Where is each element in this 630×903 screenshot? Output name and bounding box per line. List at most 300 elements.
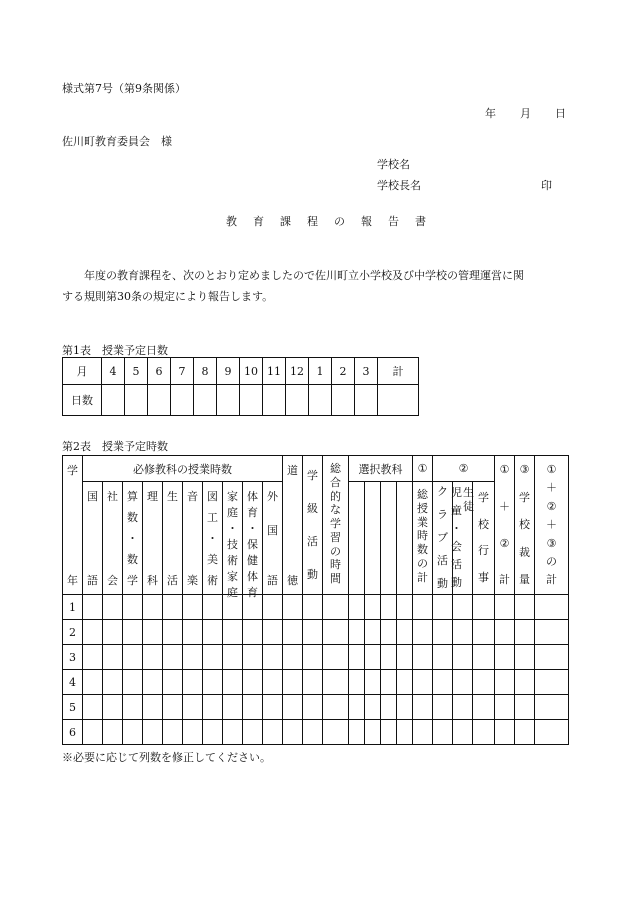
- hours-cell[interactable]: [123, 595, 143, 620]
- hours-cell[interactable]: [381, 695, 397, 720]
- school-events-char: 学: [478, 491, 489, 505]
- subject-mid: ・: [207, 532, 218, 545]
- subject-bottom: 庭: [227, 586, 238, 599]
- hours-cell[interactable]: [515, 645, 535, 670]
- hours-cell[interactable]: [495, 720, 515, 745]
- circle-2-header: ②: [433, 456, 495, 482]
- hours-cell[interactable]: [83, 695, 103, 720]
- grade-row: [63, 670, 569, 695]
- grade-row: [63, 645, 569, 670]
- sum-char: ＋: [499, 499, 510, 513]
- hours-cell[interactable]: [103, 645, 123, 670]
- month-cell: 7: [171, 358, 194, 385]
- hours-cell[interactable]: [433, 620, 453, 645]
- hours-cell[interactable]: [163, 720, 183, 745]
- date-month: 月: [520, 107, 531, 120]
- grade-row: [63, 620, 569, 645]
- subject-mid: 数: [127, 553, 138, 566]
- month-cell: 10: [240, 358, 263, 385]
- hours-cell[interactable]: [413, 695, 433, 720]
- sum-char: 計: [499, 573, 510, 587]
- hours-cell[interactable]: [323, 595, 349, 620]
- hours-cell[interactable]: [183, 645, 203, 670]
- hours-cell[interactable]: [123, 670, 143, 695]
- hours-cell[interactable]: [203, 595, 223, 620]
- hours-cell[interactable]: [323, 695, 349, 720]
- hours-cell[interactable]: [323, 720, 349, 745]
- hours-cell[interactable]: [123, 695, 143, 720]
- grand-total-header: [535, 456, 569, 595]
- elective-cell: [349, 482, 365, 595]
- hours-cell[interactable]: [349, 595, 365, 620]
- hours-cell[interactable]: [453, 620, 473, 645]
- hours-cell[interactable]: [323, 670, 349, 695]
- hours-cell[interactable]: [535, 695, 569, 720]
- student-council-char: 徒: [463, 499, 474, 513]
- student-council-char: 童: [451, 504, 462, 518]
- grade-number: 4: [63, 670, 83, 695]
- days-cell[interactable]: [171, 385, 194, 416]
- title-char: 教: [226, 215, 237, 228]
- subject-bottom: 語: [267, 574, 278, 587]
- subject-top: 外: [267, 490, 278, 503]
- subject-bottom: 育: [247, 586, 258, 599]
- school-events-char: 校: [478, 517, 489, 531]
- hours-cell[interactable]: [83, 670, 103, 695]
- class-activity-char: 学: [307, 468, 318, 482]
- hours-cell[interactable]: [183, 620, 203, 645]
- hours-cell[interactable]: [433, 670, 453, 695]
- table2-caption: 第2表 授業予定時数: [62, 440, 168, 453]
- hours-cell[interactable]: [303, 695, 323, 720]
- hours-cell[interactable]: [495, 695, 515, 720]
- student-council-char: 会: [451, 540, 462, 554]
- hours-cell[interactable]: [535, 645, 569, 670]
- club-char: ク: [437, 485, 448, 498]
- subject-header: [163, 482, 183, 595]
- hours-cell[interactable]: [283, 620, 303, 645]
- hours-cell[interactable]: [413, 645, 433, 670]
- hours-cell[interactable]: [163, 670, 183, 695]
- hours-cell[interactable]: [223, 720, 243, 745]
- hours-cell[interactable]: [183, 670, 203, 695]
- moral-top: 道: [287, 464, 298, 477]
- hours-cell[interactable]: [203, 620, 223, 645]
- title-char: 程: [307, 215, 318, 228]
- subject-header: [203, 482, 223, 595]
- month-cell: 4: [102, 358, 125, 385]
- subject-mid: 国: [267, 524, 278, 537]
- subject-header: [223, 482, 243, 599]
- date-day: 日: [555, 107, 566, 120]
- hours-cell[interactable]: [473, 695, 495, 720]
- hours-cell[interactable]: [243, 620, 263, 645]
- hours-cell[interactable]: [453, 595, 473, 620]
- days-cell[interactable]: [355, 385, 378, 416]
- subject-mid: 術: [227, 554, 238, 567]
- hours-cell[interactable]: [303, 645, 323, 670]
- days-cell[interactable]: [332, 385, 355, 416]
- hours-cell[interactable]: [103, 595, 123, 620]
- hours-cell[interactable]: [243, 645, 263, 670]
- days-cell[interactable]: [309, 385, 332, 416]
- subject-mid: ・: [127, 532, 138, 545]
- subject-header: [83, 482, 103, 595]
- total-label: 計: [378, 358, 419, 385]
- hours-cell[interactable]: [203, 695, 223, 720]
- hours-cell[interactable]: [515, 670, 535, 695]
- grade-number: 2: [63, 620, 83, 645]
- hours-cell[interactable]: [263, 620, 283, 645]
- hours-cell[interactable]: [223, 620, 243, 645]
- hours-cell[interactable]: [123, 620, 143, 645]
- hours-cell[interactable]: [263, 595, 283, 620]
- hours-cell[interactable]: [349, 620, 365, 645]
- form-number: 様式第7号（第9条関係）: [62, 82, 186, 95]
- hours-cell[interactable]: [453, 670, 473, 695]
- elective-subjects-header: 選択教科: [349, 456, 413, 482]
- hours-cell[interactable]: [535, 670, 569, 695]
- days-cell[interactable]: [148, 385, 171, 416]
- subject-top: 社: [107, 490, 118, 503]
- total-hours-char: 総: [417, 488, 428, 501]
- title-char: 報: [361, 215, 372, 228]
- hours-cell[interactable]: [103, 695, 123, 720]
- hours-cell[interactable]: [283, 720, 303, 745]
- hours-cell[interactable]: [243, 695, 263, 720]
- subject-mid: 工: [207, 511, 218, 524]
- student-council-char: 活: [451, 558, 462, 572]
- hours-cell[interactable]: [515, 695, 535, 720]
- footnote: ※必要に応じて列数を修正してください。: [62, 751, 271, 764]
- subject-header: [263, 482, 283, 595]
- hours-cell[interactable]: [495, 595, 515, 620]
- grade-bottom: 年: [67, 574, 78, 587]
- month-cell: 8: [194, 358, 217, 385]
- grade-number: 1: [63, 595, 83, 620]
- hours-cell[interactable]: [143, 595, 163, 620]
- club-char: ブ: [437, 531, 448, 545]
- hours-cell[interactable]: [163, 595, 183, 620]
- moral-bottom: 徳: [287, 574, 298, 587]
- student-council-char: 動: [451, 576, 462, 590]
- hours-cell[interactable]: [303, 720, 323, 745]
- subject-mid: ・: [247, 522, 258, 535]
- month-cell: 9: [217, 358, 240, 385]
- student-council-header: [453, 482, 473, 595]
- integrated-char: 合: [330, 475, 341, 489]
- club-activity-header: [433, 482, 453, 595]
- hours-cell[interactable]: [453, 695, 473, 720]
- hours-cell[interactable]: [397, 670, 413, 695]
- hours-cell[interactable]: [515, 620, 535, 645]
- grade-number: 3: [63, 645, 83, 670]
- table1-school-days: [62, 357, 419, 416]
- hours-cell[interactable]: [433, 645, 453, 670]
- body-line-2: する規則第30条の規定により報告します。: [62, 290, 274, 303]
- subject-top: 図: [207, 490, 218, 503]
- subject-mid: 育: [247, 506, 258, 519]
- hours-cell[interactable]: [143, 620, 163, 645]
- school-events-char: 事: [478, 570, 489, 584]
- hours-cell[interactable]: [143, 720, 163, 745]
- school-events-char: 行: [478, 544, 489, 558]
- hours-cell[interactable]: [365, 620, 381, 645]
- subject-top: 生: [167, 490, 178, 503]
- hours-cell[interactable]: [495, 620, 515, 645]
- hours-cell[interactable]: [223, 670, 243, 695]
- hours-cell[interactable]: [163, 620, 183, 645]
- month-cell: 6: [148, 358, 171, 385]
- hours-cell[interactable]: [433, 595, 453, 620]
- hours-cell[interactable]: [535, 620, 569, 645]
- hours-cell[interactable]: [381, 670, 397, 695]
- subject-header: [103, 482, 123, 595]
- hours-cell[interactable]: [323, 645, 349, 670]
- hours-cell[interactable]: [397, 645, 413, 670]
- body-line-1: 年度の教育課程を、次のとおり定めましたので佐川町立小学校及び中学校の管理運営に関: [62, 269, 524, 282]
- hours-cell[interactable]: [103, 720, 123, 745]
- hours-cell[interactable]: [283, 595, 303, 620]
- hours-cell[interactable]: [303, 620, 323, 645]
- hours-cell[interactable]: [365, 595, 381, 620]
- hours-cell[interactable]: [473, 670, 495, 695]
- club-char: 動: [437, 577, 448, 591]
- hours-cell[interactable]: [103, 670, 123, 695]
- grand-total-char: ＋: [546, 481, 557, 495]
- days-cell[interactable]: [102, 385, 125, 416]
- hours-cell[interactable]: [323, 620, 349, 645]
- hours-cell[interactable]: [143, 670, 163, 695]
- integrated-char: 習: [330, 530, 341, 544]
- days-total-cell[interactable]: [378, 385, 419, 416]
- integrated-char: 学: [330, 517, 341, 530]
- hours-cell[interactable]: [397, 695, 413, 720]
- subject-bottom: 術: [207, 574, 218, 587]
- hours-cell[interactable]: [397, 720, 413, 745]
- moral-header: [283, 456, 303, 595]
- class-activity-char: 級: [307, 501, 318, 515]
- subject-mid: 庭: [227, 506, 238, 519]
- date-year: 年: [485, 107, 496, 120]
- hours-cell[interactable]: [381, 645, 397, 670]
- hours-cell[interactable]: [283, 645, 303, 670]
- days-cell[interactable]: [125, 385, 148, 416]
- subject-top: 理: [147, 490, 158, 503]
- subject-header: [143, 482, 163, 595]
- hours-cell[interactable]: [473, 645, 495, 670]
- elective-cell: [397, 482, 413, 595]
- hours-cell[interactable]: [143, 695, 163, 720]
- grand-total-char: ＋: [546, 518, 557, 532]
- hours-cell[interactable]: [83, 620, 103, 645]
- hours-cell[interactable]: [203, 645, 223, 670]
- student-council-char: 生: [463, 486, 474, 499]
- hours-cell[interactable]: [83, 645, 103, 670]
- hours-cell[interactable]: [413, 595, 433, 620]
- subject-mid: 美: [207, 553, 218, 566]
- required-subjects-header: 必修教科の授業時数: [83, 456, 283, 482]
- days-cell[interactable]: [194, 385, 217, 416]
- hours-cell[interactable]: [349, 670, 365, 695]
- hours-cell[interactable]: [123, 720, 143, 745]
- grand-total-char: ①: [546, 463, 557, 476]
- subject-mid: 技: [227, 538, 238, 551]
- hours-cell[interactable]: [303, 595, 323, 620]
- grade-header: [63, 456, 83, 595]
- hours-cell[interactable]: [243, 670, 263, 695]
- hours-cell[interactable]: [349, 720, 365, 745]
- grade-number: 5: [63, 695, 83, 720]
- hours-cell[interactable]: [163, 645, 183, 670]
- title-char: の: [334, 215, 345, 228]
- hours-cell[interactable]: [349, 645, 365, 670]
- title-char: 課: [280, 215, 291, 228]
- subject-bottom: 学: [127, 574, 138, 587]
- hours-cell[interactable]: [283, 670, 303, 695]
- grade-row: [63, 695, 569, 720]
- class-activity-char: 動: [307, 567, 318, 581]
- hours-cell[interactable]: [453, 720, 473, 745]
- integrated-char: の: [330, 544, 341, 558]
- days-label: 日数: [63, 385, 102, 416]
- hours-cell[interactable]: [381, 595, 397, 620]
- hours-cell[interactable]: [283, 695, 303, 720]
- grand-total-char: ②: [546, 499, 557, 513]
- hours-cell[interactable]: [349, 695, 365, 720]
- subject-top: 国: [87, 490, 98, 503]
- hours-cell[interactable]: [495, 645, 515, 670]
- subject-top: 音: [187, 490, 198, 503]
- grade-number: 6: [63, 720, 83, 745]
- month-cell: 11: [263, 358, 286, 385]
- hours-cell[interactable]: [263, 720, 283, 745]
- subject-mid: 体: [247, 570, 258, 583]
- hours-cell[interactable]: [263, 670, 283, 695]
- hours-cell[interactable]: [433, 720, 453, 745]
- subject-mid: 健: [247, 554, 258, 567]
- hours-cell[interactable]: [83, 720, 103, 745]
- hours-cell[interactable]: [143, 645, 163, 670]
- hours-cell[interactable]: [495, 670, 515, 695]
- hours-cell[interactable]: [263, 645, 283, 670]
- subject-bottom: 語: [87, 574, 98, 587]
- hours-cell[interactable]: [413, 720, 433, 745]
- days-cell[interactable]: [286, 385, 309, 416]
- hours-cell[interactable]: [203, 720, 223, 745]
- subject-mid: 家: [227, 570, 238, 583]
- grade-row: [63, 720, 569, 745]
- student-council-char: 児: [451, 486, 462, 499]
- discretion-char: 校: [519, 518, 530, 532]
- month-cell: 3: [355, 358, 378, 385]
- total-hours-header: [413, 482, 433, 595]
- hours-cell[interactable]: [365, 695, 381, 720]
- table1-caption: 第1表 授業予定日数: [62, 344, 168, 357]
- club-char: 活: [437, 554, 448, 568]
- hours-cell[interactable]: [203, 670, 223, 695]
- title-char: 告: [388, 215, 399, 228]
- subject-top: 算: [127, 490, 138, 503]
- month-cell: 5: [125, 358, 148, 385]
- month-cell: 1: [309, 358, 332, 385]
- subject-header: [243, 482, 263, 599]
- subject-mid: 数: [127, 511, 138, 524]
- grade-top: 学: [67, 464, 78, 477]
- subject-bottom: 会: [107, 574, 118, 587]
- subject-top: 体: [247, 490, 258, 503]
- hours-cell[interactable]: [453, 645, 473, 670]
- days-cell[interactable]: [240, 385, 263, 416]
- hours-cell[interactable]: [183, 695, 203, 720]
- hours-cell[interactable]: [515, 595, 535, 620]
- hours-cell[interactable]: [473, 620, 495, 645]
- title-char: 書: [415, 215, 426, 228]
- integrated-char: 的: [330, 489, 341, 503]
- hours-cell[interactable]: [381, 720, 397, 745]
- hours-cell[interactable]: [183, 595, 203, 620]
- hours-cell[interactable]: [397, 620, 413, 645]
- hours-cell[interactable]: [535, 595, 569, 620]
- integrated-char: な: [330, 503, 341, 517]
- hours-cell[interactable]: [223, 645, 243, 670]
- hours-cell[interactable]: [413, 620, 433, 645]
- hours-cell[interactable]: [381, 620, 397, 645]
- hours-cell[interactable]: [123, 645, 143, 670]
- hours-cell[interactable]: [303, 670, 323, 695]
- month-cell: 12: [286, 358, 309, 385]
- hours-cell[interactable]: [103, 620, 123, 645]
- subject-mid: ・: [227, 522, 238, 535]
- hours-cell[interactable]: [163, 695, 183, 720]
- hours-cell[interactable]: [365, 720, 381, 745]
- hours-cell[interactable]: [83, 595, 103, 620]
- hours-cell[interactable]: [473, 595, 495, 620]
- hours-cell[interactable]: [365, 645, 381, 670]
- grand-total-char: 計: [546, 573, 557, 587]
- subject-bottom: 活: [167, 574, 178, 587]
- total-hours-char: 時: [417, 529, 428, 543]
- total-hours-char: 業: [417, 515, 428, 529]
- hours-cell[interactable]: [535, 720, 569, 745]
- integrated-char: 間: [330, 572, 341, 585]
- elective-cell: [365, 482, 381, 595]
- days-cell[interactable]: [217, 385, 240, 416]
- hours-cell[interactable]: [397, 595, 413, 620]
- subject-mid: 保: [247, 538, 258, 551]
- hours-cell[interactable]: [183, 720, 203, 745]
- hours-cell[interactable]: [365, 670, 381, 695]
- class-activity-char: 活: [307, 534, 318, 548]
- grade-row: [63, 595, 569, 620]
- hours-cell[interactable]: [433, 695, 453, 720]
- school-events-header: [473, 482, 495, 595]
- grand-total-char: の: [546, 554, 557, 568]
- hours-cell[interactable]: [263, 695, 283, 720]
- integrated-char: 総: [330, 462, 341, 475]
- total-hours-char: 授: [417, 501, 428, 515]
- hours-cell[interactable]: [473, 720, 495, 745]
- grand-total-char: ③: [546, 536, 557, 550]
- days-cell[interactable]: [263, 385, 286, 416]
- hours-cell[interactable]: [413, 670, 433, 695]
- hours-cell[interactable]: [223, 695, 243, 720]
- class-activity-header: [303, 456, 323, 595]
- subject-top: 家: [227, 490, 238, 503]
- hours-cell[interactable]: [243, 720, 263, 745]
- hours-cell[interactable]: [515, 720, 535, 745]
- discretion-char: 学: [519, 490, 530, 504]
